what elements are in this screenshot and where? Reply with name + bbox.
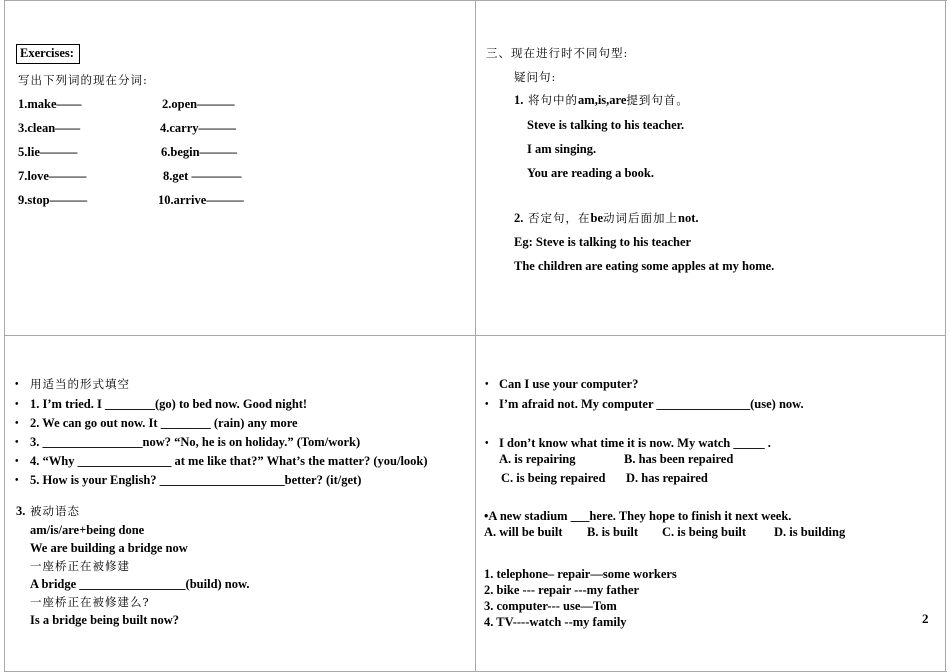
- word-item: 6.begin———: [161, 145, 238, 159]
- passive-translation: 一座桥正在被修建么?: [30, 595, 150, 609]
- bullet-dot: •: [485, 399, 489, 410]
- word-item: 10.arrive———: [158, 193, 244, 207]
- rule-keyword: am,is,are: [578, 93, 627, 107]
- word-item: 9.stop———: [18, 193, 88, 207]
- passive-exercise: A bridge _________________(build) now.: [30, 577, 250, 591]
- choice-option: A. will be built: [484, 525, 563, 539]
- rule-text: 动词后面加上: [603, 211, 679, 225]
- exercise-sentence: 1. I’m tried. I ________(go) to bed now. Good night!: [30, 397, 308, 411]
- question-subtitle: 疑问句:: [514, 70, 557, 84]
- exercises-heading: Exercises:: [16, 44, 80, 64]
- choice-option: D. has repaired: [626, 471, 708, 485]
- prompt-item: 1. telephone– repair—some workers: [484, 567, 677, 581]
- rule-text: 提到句首。: [626, 93, 689, 107]
- tense-title: 三、现在进行时不同句型:: [486, 46, 629, 60]
- page-number: 2: [922, 611, 929, 626]
- bullet-dot: •: [15, 379, 19, 390]
- prompt-item: 3. computer--- use—Tom: [484, 599, 617, 613]
- word-item: 5.lie———: [18, 145, 78, 159]
- passive-example: Is a bridge being built now?: [30, 613, 179, 627]
- word-item: 3.clean——: [18, 121, 81, 135]
- exercise-sentence: 2. We can go out now. It ________ (rain) any more: [30, 416, 298, 430]
- dialogue-line: Can I use your computer?: [499, 377, 639, 391]
- prompt-item: 4. TV----watch --my family: [484, 615, 627, 629]
- word-item: 1.make——: [18, 97, 82, 111]
- bullet-dot: •: [15, 399, 19, 410]
- dialogue-line: I’m afraid not. My computer _______________(use) now.: [499, 397, 804, 411]
- passive-title: [16, 504, 80, 519]
- example-sentence: The children are eating some apples at my home.: [514, 259, 775, 273]
- word-item: 8.get ————: [163, 169, 242, 183]
- passive-label: 被动语态: [25, 504, 81, 518]
- divider-horizontal: [4, 335, 946, 336]
- passive-number: 3.: [16, 504, 26, 518]
- prompt-item: 2. bike --- repair ---my father: [484, 583, 640, 597]
- passive-translation: 一座桥正在被修建: [30, 559, 130, 573]
- bullet-dot: •: [15, 456, 19, 467]
- example-sentence: You are reading a book.: [527, 166, 654, 180]
- fill-in-heading: 用适当的形式填空: [30, 377, 130, 391]
- choice-option: D. is building: [774, 525, 846, 539]
- bullet-dot: •: [15, 475, 19, 486]
- exercise-sentence: 4. “Why _______________ at me like that?” What’s the matter? (you/look): [30, 454, 428, 468]
- rule-text: 将句中的: [523, 93, 579, 107]
- rule-keyword: be: [590, 211, 604, 225]
- choice-option: C. is being repaired: [501, 471, 606, 485]
- rule-two: [514, 211, 699, 226]
- stadium-question: •A new stadium ___here. They hope to finish it next week.: [484, 509, 792, 523]
- rule-text: 否定句，在: [523, 211, 591, 225]
- divider-vertical: [475, 0, 476, 672]
- word-item: 2.open———: [162, 97, 235, 111]
- question-line: I don’t know what time it is now. My watch _____ .: [499, 436, 771, 450]
- participle-instruction: 写出下列词的现在分词:: [18, 73, 148, 87]
- frame-right: [945, 0, 946, 672]
- passive-example: We are building a bridge now: [30, 541, 188, 555]
- example-sentence: I am singing.: [527, 142, 597, 156]
- bullet-dot: •: [15, 418, 19, 429]
- rule-number: 2.: [514, 211, 524, 225]
- rule-keyword: not.: [678, 211, 699, 225]
- rule-number: 1.: [514, 93, 524, 107]
- exercise-sentence: 3. ________________now? “No, he is on holiday.” (Tom/work): [30, 435, 361, 449]
- word-item: 4.carry———: [160, 121, 237, 135]
- passive-formula: am/is/are+being done: [30, 523, 145, 537]
- exercise-sentence: 5. How is your English? ____________________better? (it/get): [30, 473, 362, 487]
- example-sentence: Eg: Steve is talking to his teacher: [514, 235, 692, 249]
- choice-option: B. is built: [587, 525, 639, 539]
- bullet-dot: •: [485, 379, 489, 390]
- choice-option: A. is repairing: [499, 452, 576, 466]
- choice-option: C. is being built: [662, 525, 747, 539]
- bullet-dot: •: [485, 438, 489, 449]
- bullet-dot: •: [15, 437, 19, 448]
- frame-left: [4, 0, 5, 672]
- choice-option: B. has been repaired: [624, 452, 734, 466]
- word-item: 7.love———: [18, 169, 87, 183]
- example-sentence: Steve is talking to his teacher.: [527, 118, 685, 132]
- rule-one: [514, 93, 689, 108]
